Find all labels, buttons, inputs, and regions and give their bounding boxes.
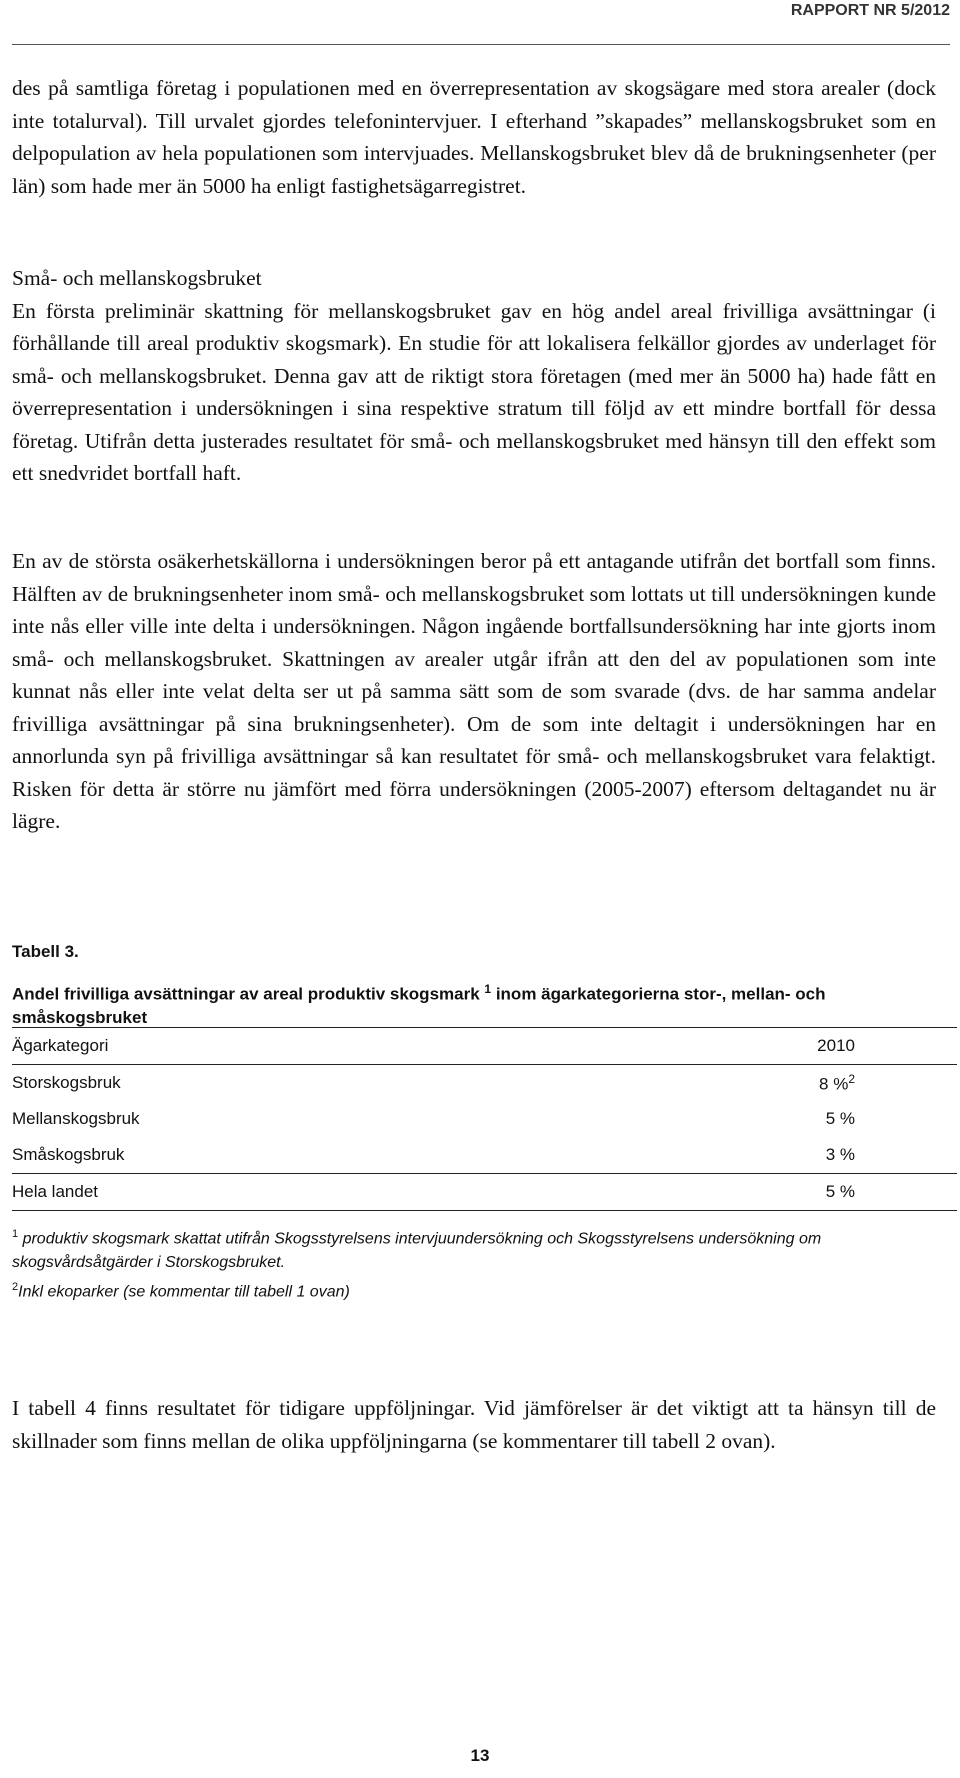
section-heading: Små- och mellanskogsbruket bbox=[12, 266, 262, 290]
table-title bbox=[12, 978, 912, 1029]
total-category: Hela landet bbox=[12, 1174, 463, 1211]
intro-paragraph bbox=[12, 72, 936, 202]
row-category: Mellanskogsbruk bbox=[12, 1109, 140, 1128]
table-row bbox=[12, 1137, 957, 1174]
intro-text: des på samtliga företag i populationen med en överrepresentation av skogsägare med stora arealer (dock inte totalurval). Till urvalet gjordes telefonintervjuer. I efterhand ”skapades” mellanskogsbruket som en delpopulation av hela populationen som intervjuades. Mellanskogsbruket blev då de brukningsenheter (per län) som hade mer än 5000 ha enligt fastighetsägarregistret. bbox=[12, 76, 936, 198]
uncertainty-paragraph bbox=[12, 545, 936, 838]
section-block bbox=[12, 262, 936, 490]
uncertainty-text: En av de största osäkerhetskällorna i undersökningen beror på ett antagande utifrån det bortfall som finns. Hälften av de brukningsenheter inom små- och mellanskogsbruket som lottats ut till undersökningen kunde inte nås eller ville inte delta i undersökningen. Någon ingående bortfallsundersökning har inte gjorts inom små- och mellanskogsbruket. Skattningen av arealer utgår ifrån att den del av populationen som inte kunnat nås eller inte velat delta ser ut på samma sätt som de som svarade (dvs. de har samma andelar frivilliga avsättningar på sina brukningsenheter). Om de som inte deltagit i undersökningen har en annorlunda syn på frivilliga avsättningar så kan resultatet för små- och mellanskogsbruket vara felaktigt. Risken för detta är större nu jämfört med förra undersökningen (2005-2007) eftersom deltagandet nu är lägre. bbox=[12, 549, 936, 833]
table-title-part1: Andel frivilliga avsättningar av areal produktiv skogsmark bbox=[12, 984, 480, 1004]
header-category: Ägarkategori bbox=[12, 1028, 463, 1065]
row-value: 5 % bbox=[825, 1109, 855, 1128]
table-title-part2: inom ägarkategorierna stor-, mellan- och småskogsbruket bbox=[12, 984, 826, 1027]
header-year: 2010 bbox=[463, 1028, 957, 1065]
table-row bbox=[12, 1065, 957, 1102]
row-category: Småskogsbruk bbox=[12, 1145, 125, 1164]
report-label: RAPPORT NR 5/2012 bbox=[790, 2, 950, 19]
row-category: Storskogsbruk bbox=[12, 1073, 121, 1092]
row-value: 3 % bbox=[825, 1145, 855, 1164]
table-total-row bbox=[12, 1174, 957, 1211]
row-value-footnote-mark: 2 bbox=[848, 1071, 855, 1086]
row-value: 8 %$^2$ bbox=[819, 1071, 855, 1094]
footnote: $^2$Inkl ekoparker (se kommentar till tabell 1 ovan) bbox=[12, 1281, 350, 1301]
table-footnotes bbox=[12, 1222, 932, 1305]
page-header bbox=[12, 0, 950, 45]
closing-paragraph bbox=[12, 1392, 936, 1457]
table-row bbox=[12, 1101, 957, 1137]
total-value: 5 % bbox=[463, 1174, 957, 1211]
table-title-footnote-mark: 1 bbox=[484, 982, 492, 996]
section-paragraph: En första preliminär skattning för mellanskogsbruket gav en hög andel areal frivilliga avsättningar (i förhållande till areal produktiv skogsmark). En studie för att lokalisera felkällor gjordes av underlaget för små- och mellanskogsbruket. Denna gav att de riktigt stora företagen (med mer än 5000 ha) hade fått en överrepresentation i undersökningen i sina respektive stratum till följd av ett mindre bortfall för dessa företag. Utifrån detta justerades resultatet för små- och mellanskogsbruket med hänsyn till den effekt som ett snedvridet bortfall haft. bbox=[12, 298, 936, 485]
table-caption: Tabell 3. bbox=[12, 942, 79, 961]
footnote: $^1$ produktiv skogsmark skattat utifrån Skogsstyrelsens intervjuundersökning och Skogsstyrelsens undersökning om skogsvårdsåtgärder i Storskogsbruket. bbox=[12, 1228, 822, 1272]
table-header-row bbox=[12, 1028, 957, 1065]
closing-text: I tabell 4 finns resultatet för tidigare uppföljningar. Vid jämförelser är det viktigt att ta hänsyn till de skillnader som finns mellan de olika uppföljningarna (se kommentarer till tabell 2 ovan). bbox=[12, 1396, 936, 1453]
allocation-table bbox=[12, 1027, 957, 1211]
page-number: 13 bbox=[470, 1746, 490, 1765]
